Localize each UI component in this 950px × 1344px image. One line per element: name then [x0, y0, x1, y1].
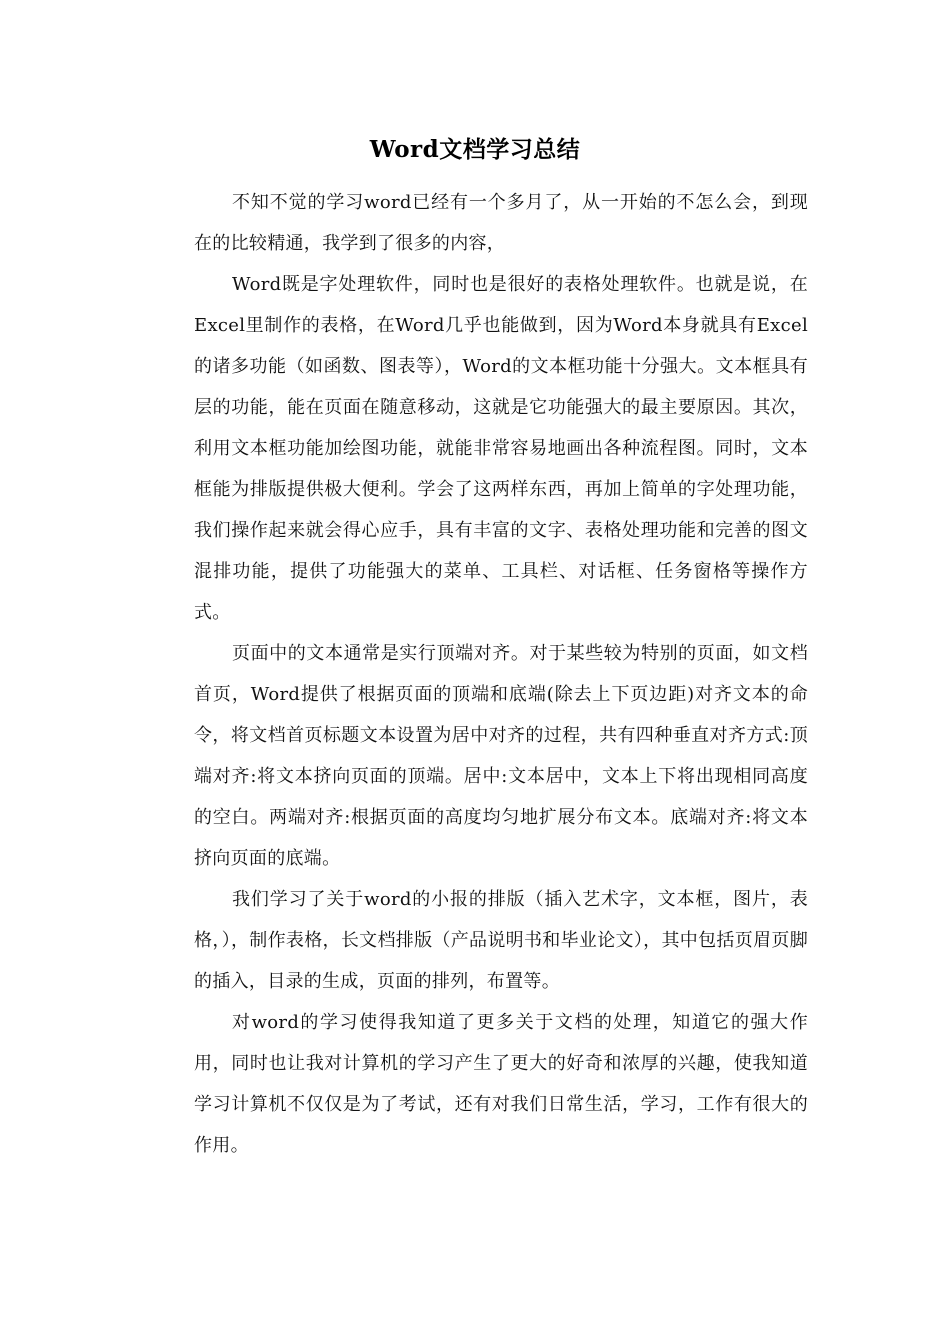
document-body: [194, 182, 808, 1166]
paragraph-intro: 不知不觉的学习word已经有一个多月了，从一开始的不怎么会，到现在的比较精通，我学到了很多的内容，: [194, 192, 808, 254]
paragraph-conclusion: 对word的学习使得我知道了更多关于文档的处理，知道它的强大作用，同时也让我对计算机的学习产生了更大的好奇和浓厚的兴趣，使我知道学习计算机不仅仅是为了考试，还有对我们日常生活，学习，工作有很大的作用。: [194, 1012, 808, 1156]
document-title: Word文档学习总结: [369, 136, 581, 163]
paragraph-word-features: Word既是字处理软件，同时也是很好的表格处理软件。也就是说，在Excel里制作的表格，在Word几乎也能做到，因为Word本身就具有Excel的诸多功能（如函数、图表等），Word的文本框功能十分强大。文本框具有层的功能，能在页面在随意移动，这就是它功能强大的最主要原因。其次，利用文本框功能加绘图功能，就能非常容易地画出各种流程图。同时，文本框能为排版提供极大便利。学会了这两样东西，再加上简单的字处理功能，我们操作起来就会得心应手，具有丰富的文字、表格处理功能和完善的图文混排功能，提供了功能强大的菜单、工具栏、对话框、任务窗格等操作方式。: [194, 274, 808, 623]
paragraph-layout-practice: 我们学习了关于word的小报的排版（插入艺术字，文本框，图片，表格，），制作表格，长文档排版（产品说明书和毕业论文），其中包括页眉页脚的插入，目录的生成，页面的排列，布置等。: [194, 889, 808, 992]
paragraph-alignment: 页面中的文本通常是实行顶端对齐。对于某些较为特别的页面，如文档首页，Word提供了根据页面的顶端和底端(除去上下页边距)对齐文本的命令，将文档首页标题文本设置为居中对齐的过程，共有四种垂直对齐方式:顶端对齐:将文本挤向页面的顶端。居中:文本居中，文本上下将出现相同高度的空白。两端对齐:根据页面的高度均匀地扩展分布文本。底端对齐:将文本挤向页面的底端。: [194, 643, 808, 869]
